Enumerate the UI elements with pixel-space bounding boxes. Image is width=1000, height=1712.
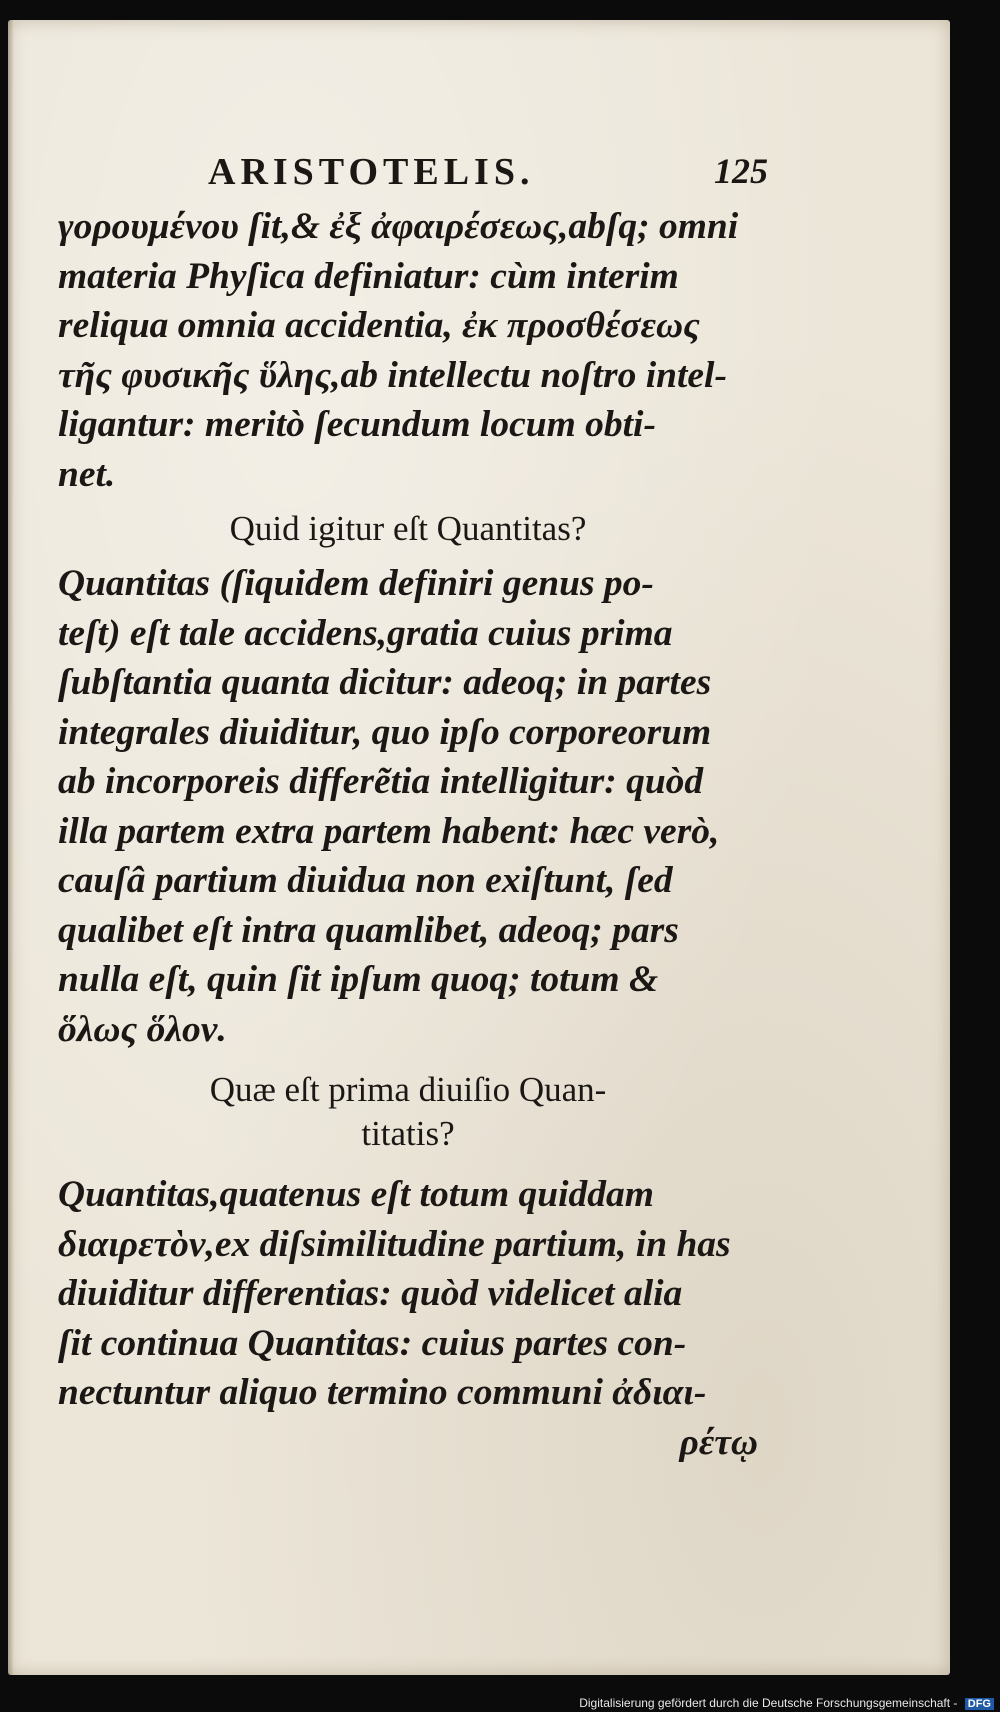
section-heading-2 xyxy=(58,1068,758,1156)
text-line: integrales diuiditur, quo ipſo corporeorum xyxy=(58,711,712,753)
section-heading-1 xyxy=(58,507,758,551)
text-line: γορουμένου ſit,& ἐξ ἀφαιρέσεως,abſq; omni xyxy=(58,206,739,247)
heading-line: titatis? xyxy=(361,1114,455,1153)
page-number: 125 xyxy=(714,151,768,191)
running-title: ARISTOTELIS. xyxy=(208,151,535,193)
book-page xyxy=(8,20,950,1675)
text-line: illa partem extra partem habent: hæc verò, xyxy=(58,810,720,852)
credit-text: Digitalisierung gefördert durch die Deutsche Forschungsgemeinschaft - xyxy=(579,1696,958,1710)
text-line: Quantitas (ſiquidem definiri genus po- xyxy=(58,563,654,604)
text-line: teſt) eſt tale accidens,gratia cuius prima xyxy=(58,612,673,654)
text-line: Quantitas,quatenus eſt totum quiddam xyxy=(58,1174,654,1215)
catchword: ρέτῳ xyxy=(679,1421,758,1463)
heading-line: Quid igitur eſt Quantitas? xyxy=(229,509,587,548)
text-line: διαιρετὸν,ex diſsimilitudine partium, in has xyxy=(58,1223,731,1265)
paragraph-2 xyxy=(58,559,758,1054)
text-line: ſubſtantia quanta dicitur: adeoq; in partes xyxy=(58,662,712,703)
text-line: qualibet eſt intra quamlibet, adeoq; pars xyxy=(58,909,679,951)
spacer xyxy=(58,1156,758,1170)
text-line: ligantur: meritò ſecundum locum obti- xyxy=(58,404,656,445)
text-line: reliqua omnia accidentia, ἐκ προσθέσεως xyxy=(58,305,700,346)
spacer xyxy=(58,499,758,507)
spacer xyxy=(58,1054,758,1068)
text-line: cauſâ partium diuidua non exiſtunt, ſed xyxy=(58,860,673,901)
text-line: ὅλως ὅλον. xyxy=(58,1008,227,1050)
text-line: τῆς φυσικῆς ὕλης,ab intellectu noſtro intel- xyxy=(58,354,727,396)
paragraph-1 xyxy=(58,202,758,499)
running-head xyxy=(58,140,768,202)
text-line: ab incorporeis differẽtia intelligitur: quòd xyxy=(58,761,704,802)
paragraph-3 xyxy=(58,1170,758,1467)
text-line: nectuntur aliquo termino communi ἀδιαι- xyxy=(58,1372,707,1413)
text-line: ſit continua Quantitas: cuius partes con- xyxy=(58,1322,687,1364)
heading-line: Quæ eſt prima diuiſio Quan- xyxy=(209,1070,607,1109)
page-gutter-shadow xyxy=(8,20,14,1675)
text-line: nulla eſt, quin ſit ipſum quoq; totum & xyxy=(58,959,659,1000)
dfg-logo: DFG xyxy=(965,1698,994,1710)
text-line: net. xyxy=(58,453,116,495)
digitization-credit xyxy=(579,1696,994,1710)
spacer xyxy=(58,551,758,559)
text-line: materia Phyſica definiatur: cùm interim xyxy=(58,255,679,297)
text-line: diuiditur differentias: quòd videlicet alia xyxy=(58,1273,683,1314)
text-block xyxy=(58,140,768,1467)
